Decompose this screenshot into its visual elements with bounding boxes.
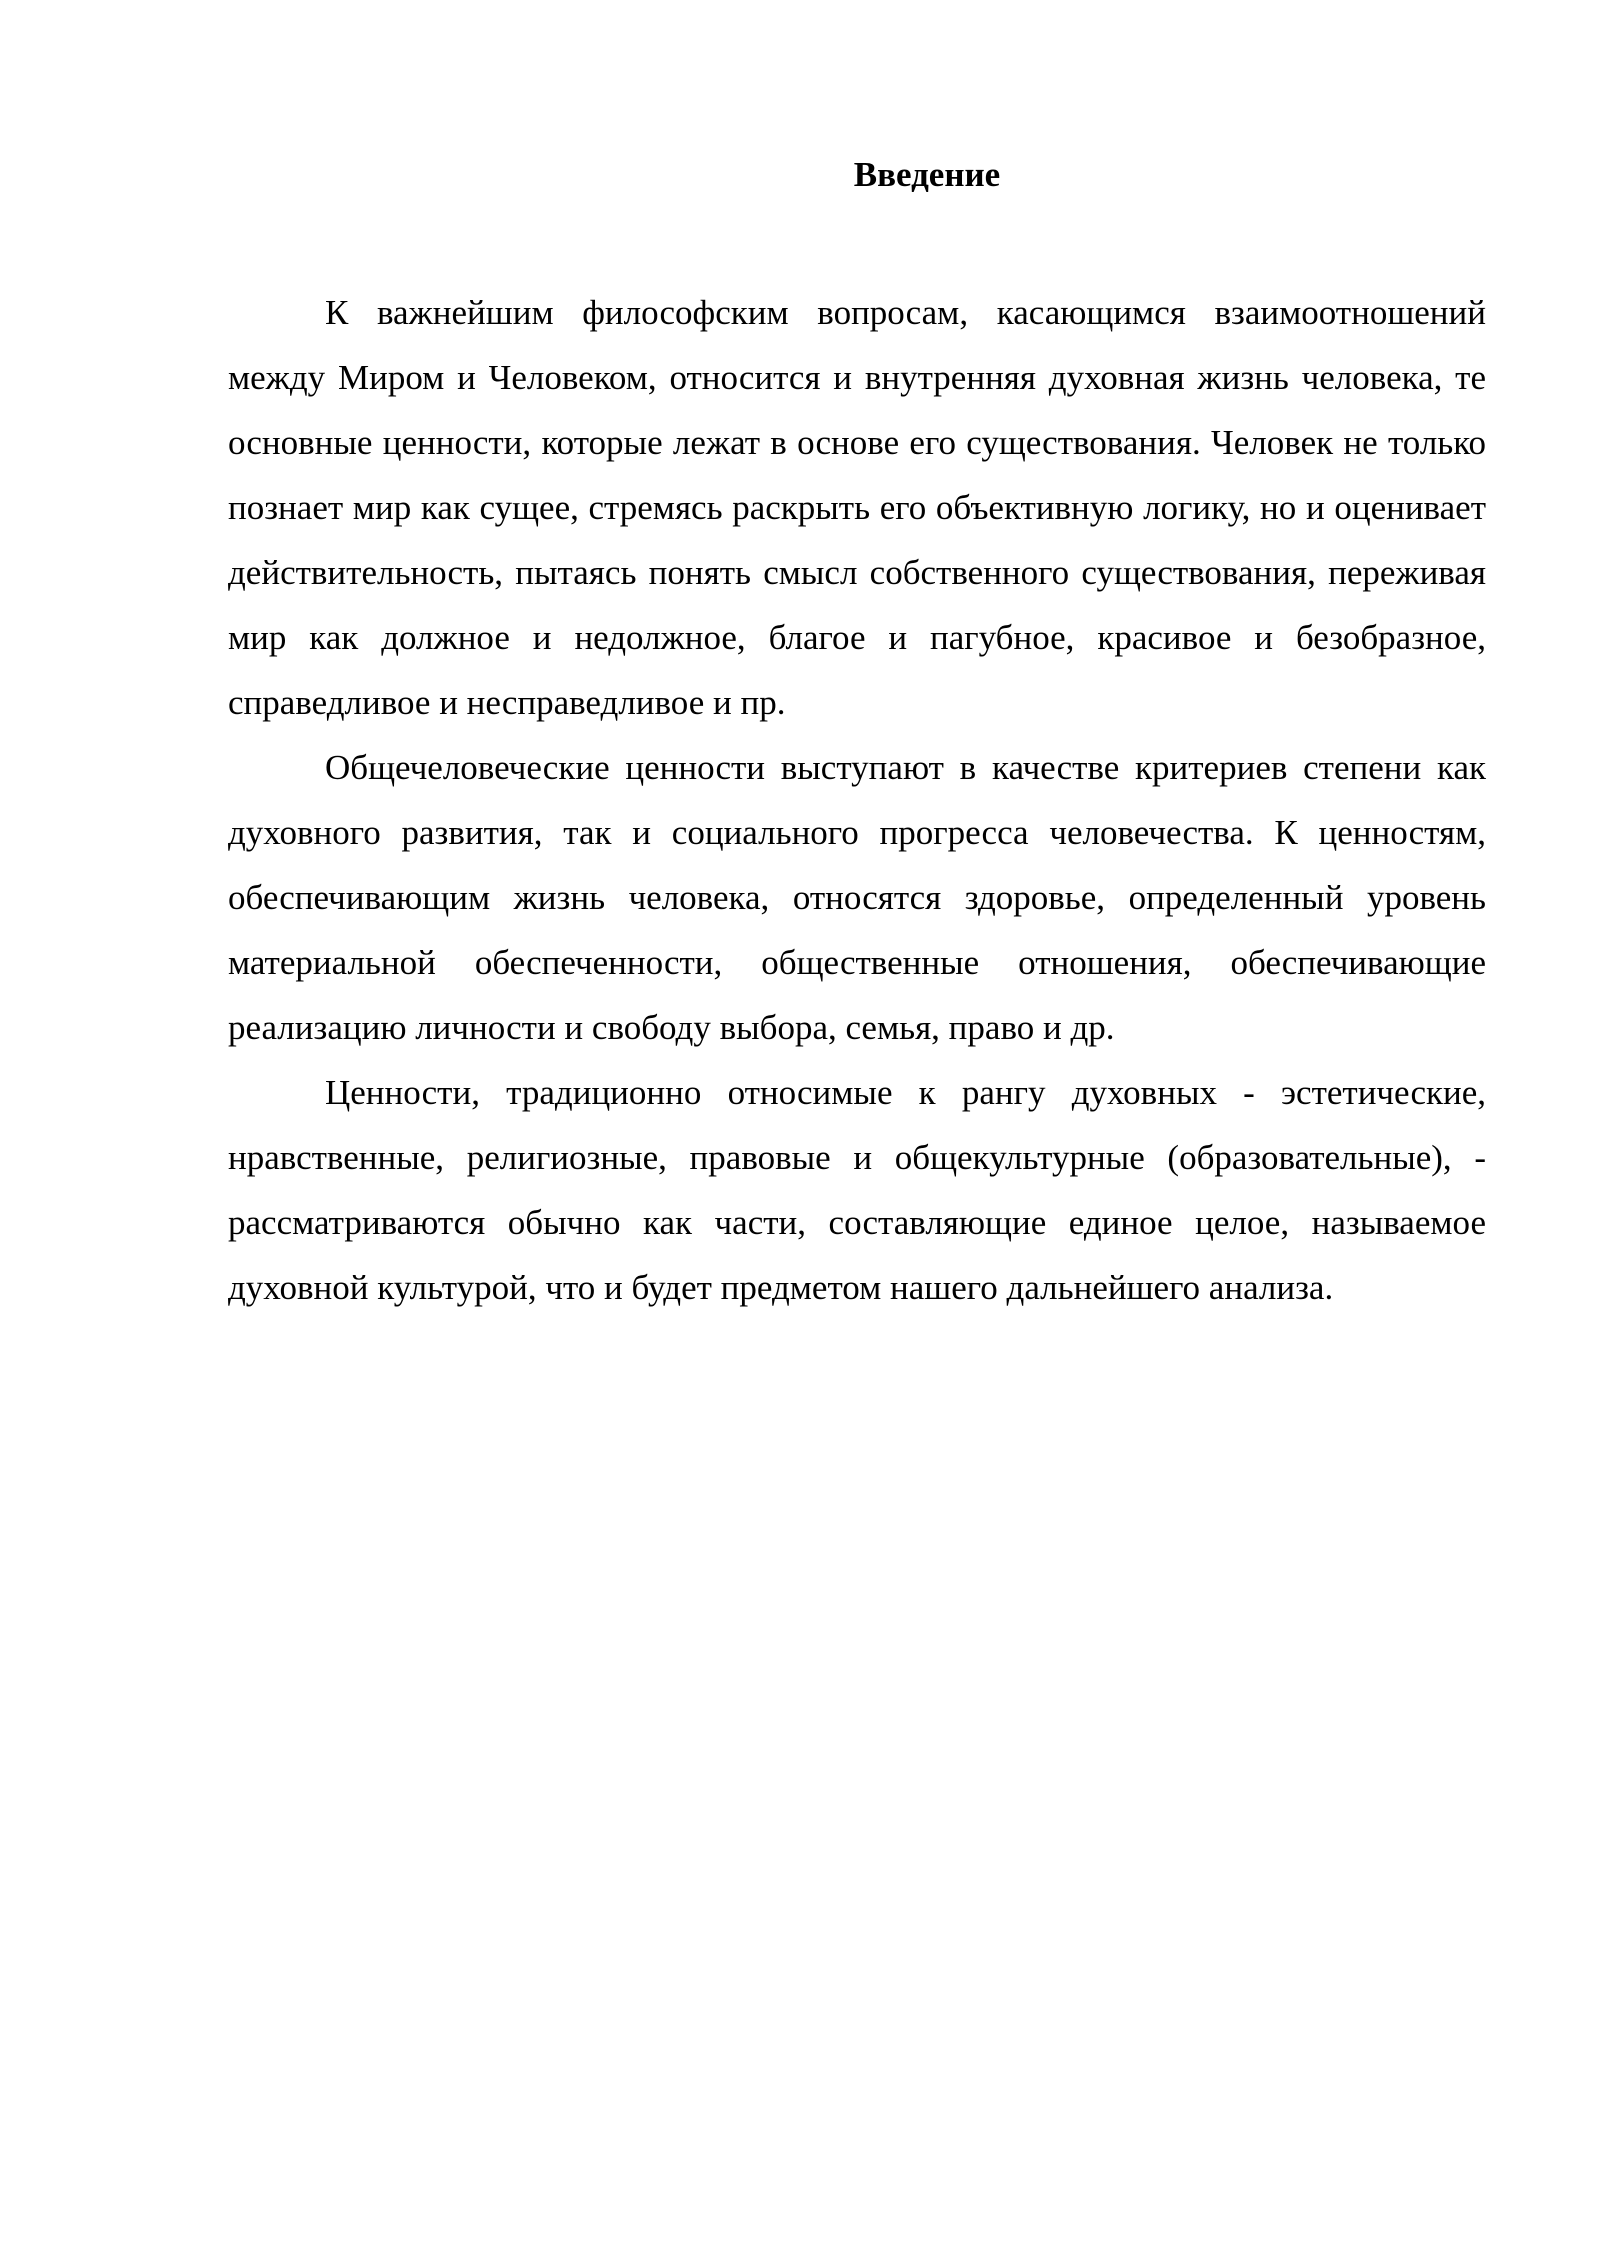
document-content: [228, 150, 1486, 1320]
paragraph-1: К важнейшим философским вопросам, касающимся взаимоотношений между Миром и Человеком, относится и внутренняя духовная жизнь человека, те основные ценности, которые лежат в основе его существования. Человек не только познает мир как сущее, стремясь раскрыть его объективную логику, но и оценивает действительность, пытаясь понять смысл собственного существования, переживая мир как должное и недолжное, благое и пагубное, красивое и безобразное, справедливое и несправедливое и пр.: [228, 293, 1486, 722]
page-title: Введение: [853, 155, 1001, 194]
paragraph-2: Общечеловеческие ценности выступают в качестве критериев степени как духовного развития, так и социального прогресса человечества. К ценностям, обеспечивающим жизнь человека, относятся здоровье, определенный уровень материальной обеспеченности, общественные отношения, обеспечивающие реализацию личности и свободу выбора, семья, право и др.: [228, 748, 1486, 1047]
paragraph-3: Ценности, традиционно относимые к рангу духовных - эстетические, нравственные, религиозные, правовые и общекультурные (образовательные), - рассматриваются обычно как части, составляющие единое целое, называемое духовной культурой, что и будет предметом нашего дальнейшего анализа.: [228, 1073, 1486, 1307]
